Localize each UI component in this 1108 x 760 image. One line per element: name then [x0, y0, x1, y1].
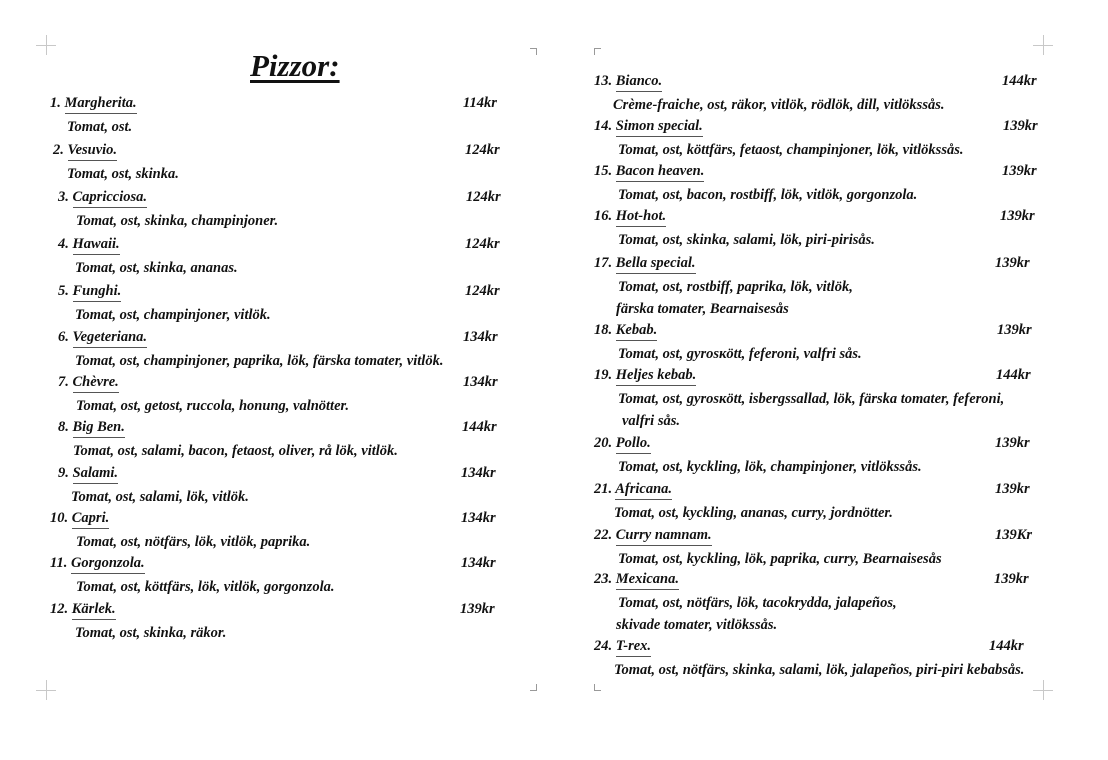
item-ingredients: Tomat, ost, salami, lök, vitlök.	[71, 489, 249, 505]
menu-item	[58, 373, 119, 391]
menu-item	[594, 117, 703, 135]
menu-item	[58, 188, 147, 206]
item-name: Pollo.	[616, 435, 651, 454]
item-price: 124kr	[465, 142, 500, 158]
item-number: 7.	[58, 374, 69, 390]
item-number: 14.	[594, 118, 613, 134]
crop-mark	[46, 35, 47, 55]
item-price: 134kr	[461, 555, 496, 571]
item-price: 139kr	[1003, 118, 1038, 134]
item-number: 3.	[58, 189, 69, 205]
item-number: 19.	[594, 367, 613, 383]
item-price: 139Kr	[995, 527, 1033, 543]
item-name: Margherita.	[65, 95, 137, 114]
item-ingredients: Tomat, ost, bacon, rostbiff, lök, vitlök, gorgonzola.	[618, 187, 918, 203]
item-number: 12.	[50, 601, 69, 617]
item-price: 124kr	[466, 189, 501, 205]
item-ingredients: Tomat, ost, köttfärs, lök, vitlök, gorgonzola.	[76, 579, 335, 595]
item-number: 21.	[594, 481, 613, 497]
item-number: 22.	[594, 527, 613, 543]
item-name: T-rex.	[616, 638, 651, 657]
item-number: 24.	[594, 638, 613, 654]
item-ingredients: Tomat, ost, skinka, salami, lök, piri-pirisås.	[618, 232, 875, 248]
item-ingredients: Tomat, ost, gyrosкött, feferoni, valfri sås.	[618, 346, 862, 362]
item-price: 139kr	[460, 601, 495, 617]
item-ingredients: Tomat, ost, gyrosкött, isbergssallad, lök, färska tomater, feferoni,	[618, 391, 1005, 407]
item-number: 1.	[50, 95, 61, 111]
item-price: 124kr	[465, 236, 500, 252]
menu-item	[50, 94, 137, 112]
corner-mark	[594, 48, 601, 55]
item-number: 5.	[58, 283, 69, 299]
menu-item	[58, 282, 121, 300]
item-ingredients: Tomat, ost, kyckling, ananas, curry, jordnötter.	[614, 505, 893, 521]
item-price: 134kr	[463, 374, 498, 390]
item-number: 4.	[58, 236, 69, 252]
item-ingredients: Tomat, ost, köttfärs, fetaost, champinjoner, lök, vitlökssås.	[618, 142, 964, 158]
menu-title: Pizzor:	[250, 48, 340, 83]
item-number: 2.	[53, 142, 64, 158]
item-name: Curry namnam.	[616, 527, 712, 546]
menu-item	[58, 418, 125, 436]
item-number: 23.	[594, 571, 613, 587]
item-price: 124kr	[465, 283, 500, 299]
item-name: Africana.	[615, 481, 672, 500]
item-name: Heljes kebab.	[616, 367, 697, 386]
menu-item	[594, 366, 696, 384]
corner-mark	[530, 684, 537, 691]
item-ingredients: Tomat, ost, kyckling, lök, champinjoner, vitlökssås.	[618, 459, 922, 475]
item-name: Hawaii.	[73, 236, 120, 255]
item-name: Vegeteriana.	[73, 329, 148, 348]
menu-item	[58, 235, 120, 253]
crop-mark	[1043, 35, 1044, 55]
item-price: 134kr	[461, 465, 496, 481]
menu-item	[50, 554, 145, 572]
item-price: 114kr	[463, 95, 497, 111]
item-ingredients: Tomat, ost, nötfärs, lök, tacokrydda, jalapeños,	[618, 595, 897, 611]
item-price: 144kr	[996, 367, 1031, 383]
item-number: 10.	[50, 510, 69, 526]
item-ingredients: Tomat, ost, nötfärs, lök, vitlök, paprika.	[76, 534, 311, 550]
item-ingredients: Tomat, ost.	[67, 119, 133, 135]
item-name: Big Ben.	[73, 419, 125, 438]
menu-item	[58, 328, 147, 346]
item-price: 139kr	[997, 322, 1032, 338]
item-number: 9.	[58, 465, 69, 481]
corner-mark	[594, 684, 601, 691]
item-ingredients: Tomat, ost, nötfärs, skinka, salami, lök, jalapeños, piri-piri kebabsås.	[614, 662, 1025, 678]
right-page	[554, 0, 1108, 760]
item-price: 139kr	[1002, 163, 1037, 179]
menu-item	[594, 162, 704, 180]
item-number: 6.	[58, 329, 69, 345]
item-ingredients: Crème-fraiche, ost, räkor, vitlök, rödlök, dill, vitlökssås.	[613, 97, 945, 113]
item-name: Bella special.	[616, 255, 696, 274]
item-ingredients: Tomat, ost, skinka.	[67, 166, 179, 182]
menu-item	[53, 141, 117, 159]
item-number: 20.	[594, 435, 613, 451]
crop-mark	[46, 680, 47, 700]
menu-item	[594, 434, 651, 452]
item-name: Gorgonzola.	[71, 555, 145, 574]
menu-item	[594, 321, 657, 339]
item-name: Kebab.	[616, 322, 657, 341]
item-price: 144kr	[1002, 73, 1037, 89]
item-name: Salami.	[73, 465, 119, 484]
item-price: 139kr	[995, 255, 1030, 271]
corner-mark	[530, 48, 537, 55]
item-ingredients: Tomat, ost, skinka, räkor.	[75, 625, 227, 641]
item-number: 17.	[594, 255, 613, 271]
item-ingredients: Tomat, ost, salami, bacon, fetaost, oliver, rå lök, vitlök.	[73, 443, 398, 459]
menu-item	[594, 526, 712, 544]
item-name: Hot-hot.	[616, 208, 666, 227]
item-number: 16.	[594, 208, 613, 224]
menu-item	[594, 570, 679, 588]
menu-item	[58, 464, 118, 482]
item-price: 134kr	[463, 329, 498, 345]
menu-item	[594, 207, 666, 225]
crop-mark	[1043, 680, 1044, 700]
item-ingredients: skivade tomater, vitlökssås.	[616, 617, 778, 633]
menu-item	[594, 72, 662, 90]
item-ingredients: Tomat, ost, skinka, champinjoner.	[76, 213, 279, 229]
item-number: 11.	[50, 555, 68, 571]
item-number: 15.	[594, 163, 613, 179]
item-name: Capricciosa.	[73, 189, 148, 208]
item-name: Bianco.	[616, 73, 662, 92]
item-ingredients: färska tomater, Bearnaisesås	[616, 301, 789, 317]
item-name: Capri.	[72, 510, 109, 529]
item-name: Mexicana.	[616, 571, 679, 590]
menu-item	[50, 509, 109, 527]
menu-item	[594, 637, 651, 655]
item-price: 144kr	[462, 419, 497, 435]
item-ingredients: Tomat, ost, champinjoner, vitlök.	[75, 307, 271, 323]
item-price: 144kr	[989, 638, 1024, 654]
item-price: 139kr	[995, 481, 1030, 497]
item-name: Kärlek.	[72, 601, 116, 620]
item-ingredients: Tomat, ost, kyckling, lök, paprika, curry, Bearnaisesås	[618, 551, 942, 567]
item-name: Bacon heaven.	[616, 163, 705, 182]
item-name: Simon special.	[616, 118, 703, 137]
item-name: Chèvre.	[73, 374, 119, 393]
item-ingredients: Tomat, ost, skinka, ananas.	[75, 260, 238, 276]
item-ingredients: Tomat, ost, rostbiff, paprika, lök, vitlök,	[618, 279, 853, 295]
item-ingredients: Tomat, ost, getost, ruccola, honung, valnötter.	[76, 398, 349, 414]
menu-item	[50, 600, 116, 618]
item-number: 8.	[58, 419, 69, 435]
item-number: 18.	[594, 322, 613, 338]
item-price: 139kr	[1000, 208, 1035, 224]
menu-item	[594, 254, 696, 272]
item-ingredients: Tomat, ost, champinjoner, paprika, lök, färska tomater, vitlök.	[75, 353, 444, 369]
item-price: 139kr	[994, 571, 1029, 587]
item-price: 134kr	[461, 510, 496, 526]
menu-item	[594, 480, 672, 498]
item-name: Vesuvio.	[68, 142, 118, 161]
item-number: 13.	[594, 73, 613, 89]
item-price: 139kr	[995, 435, 1030, 451]
item-name: Funghi.	[73, 283, 122, 302]
item-ingredients: valfri sås.	[622, 413, 680, 429]
